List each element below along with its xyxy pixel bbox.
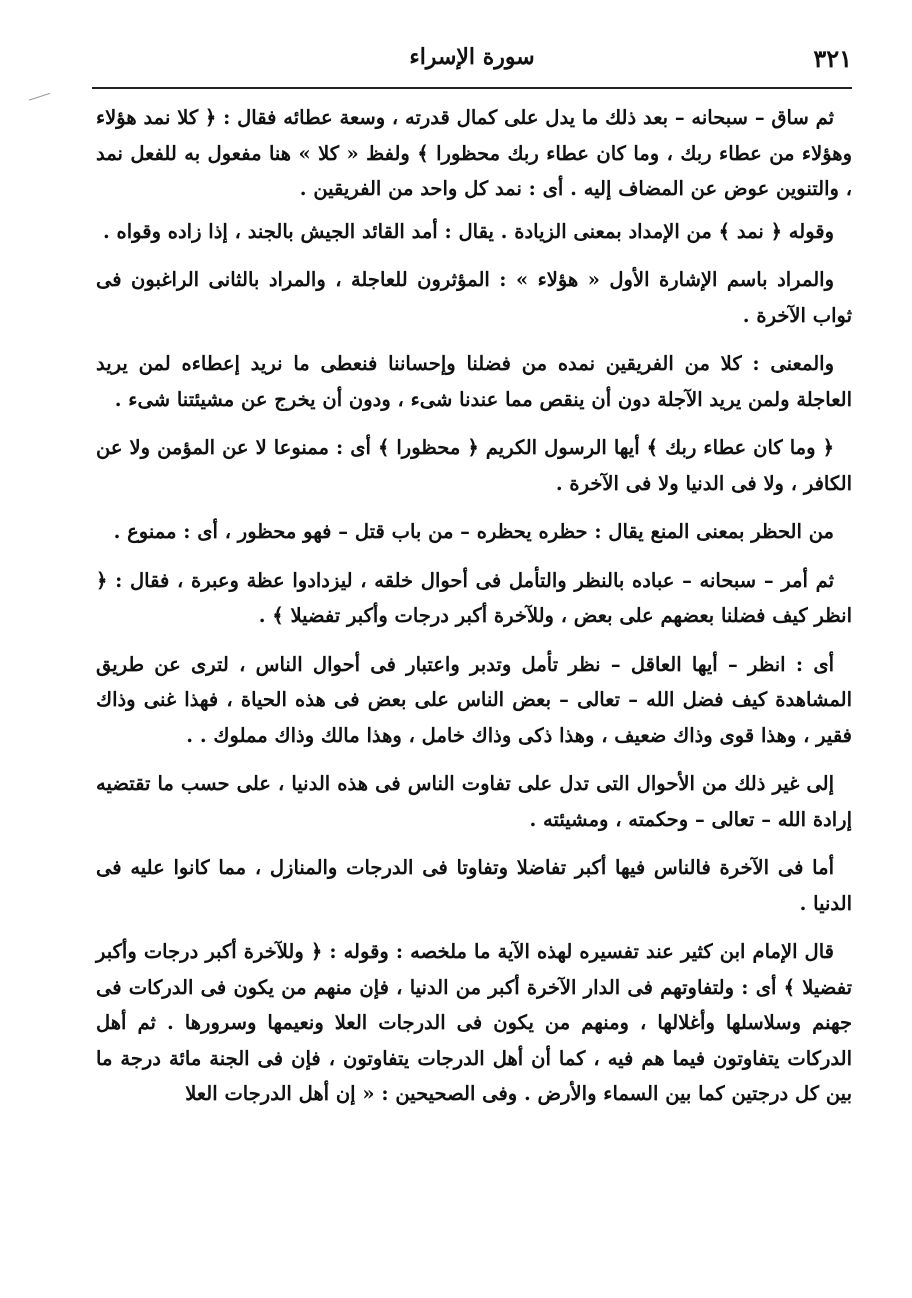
paragraph: وقوله ﴿ نمد ﴾ من الإمداد بمعنى الزيادة . يقال : أمد القائد الجيش بالجند ، إذا زاده وقواه . xyxy=(102,219,834,243)
paragraph: من الحظر بمعنى المنع يقال : حظره يحظره – من باب قتل – فهو محظور ، أى : ممنوع . xyxy=(113,520,834,543)
paragraph: قال الإمام ابن كثير عند تفسيره لهذه الآية ما ملخصه : وقوله : ﴿ وللآخرة أكبر درجات وأكبر تفضيلا ﴾ أى : ولتفاوتهم فى الدار الآخرة أكبر من الدنيا ، فإن منهم من يكون فى الدركات فى جهنم وسلاسلها وأغلالها ، ومنهم من يكون فى الدرجات العلا ونعيمها وسرورها . ثم أهل الدركات يتفاوتون فيما هم فيه ، كما أن أهل الدرجات يتفاوتون ، فإن فى الجنة مائة درجة ما بين كل درجتين كما بين السماء والأرض . وفى الصحيحين : « إن أهل الدرجات العلا xyxy=(96,940,852,1105)
tafsir-body xyxy=(96,100,852,1125)
paragraph: ثم أمر – سبحانه – عباده بالنظر والتأمل فى أحوال خلقه ، ليزدادوا عظة وعبرة ، فقال : ﴿ انظر كيف فضلنا بعضهم على بعض ، وللآخرة أكبر درجات وأكبر تفضيلا ﴾ . xyxy=(96,568,852,627)
page-number: ٣٢١ xyxy=(813,44,852,73)
paragraph: والمراد باسم الإشارة الأول « هؤلاء » : المؤثرون للعاجلة ، والمراد بالثانى الراغبون فى ثواب الآخرة . xyxy=(96,268,852,327)
paragraph: أما فى الآخرة فالناس فيها أكبر تفاضلا وتفاوتا فى الدرجات والمنازل ، مما كانوا عليه فى الدنيا . xyxy=(96,856,852,915)
paragraph: والمعنى : كلا من الفريقين نمده من فضلنا وإحساننا فنعطى ما نريد إعطاءه لمن يريد العاجلة ولمن يريد الآجلة دون أن ينقص مما عندنا شىء ، ودون أن يخرج عن مشيئتنا شىء . xyxy=(96,352,852,411)
paragraph: أى : انظر – أيها العاقل – نظر تأمل وتدبر واعتبار فى أحوال الناس ، لترى عن طريق المشاهدة كيف فضل الله – تعالى – بعض الناس على بعض فى هذه الحياة ، فهذا غنى وذاك فقير ، وهذا قوى وذاك ضعيف ، وهذا ذكى وذاك خامل ، وهذا مالك وذاك مملوك . . xyxy=(96,652,852,747)
margin-pen-mark xyxy=(29,93,53,110)
surah-title: سورة الإسراء xyxy=(409,44,535,70)
header-divider xyxy=(92,87,852,89)
paragraph: إلى غير ذلك من الأحوال التى تدل على تفاوت الناس فى هذه الدنيا ، على حسب ما تقتضيه إرادة الله – تعالى – وحكمته ، ومشيئته . xyxy=(96,772,852,831)
paragraph: ثم ساق – سبحانه – بعد ذلك ما يدل على كمال قدرته ، وسعة عطائه فقال : ﴿ كلا نمد هؤلاء وهؤلاء من عطاء ربك ، وما كان عطاء ربك محظورا ﴾ ولفظ « كلا » هنا مفعول به للفعل نمد ، والتنوين عوض عن المضاف إليه . أى : نمد كل واحد من الفريقين . xyxy=(96,106,852,200)
page-header xyxy=(92,44,852,84)
paragraph: ﴿ وما كان عطاء ربك ﴾ أيها الرسول الكريم ﴿ محظورا ﴾ أى : ممنوعا لا عن المؤمن ولا عن الكافر ، ولا فى الدنيا ولا فى الآخرة . xyxy=(96,436,852,495)
